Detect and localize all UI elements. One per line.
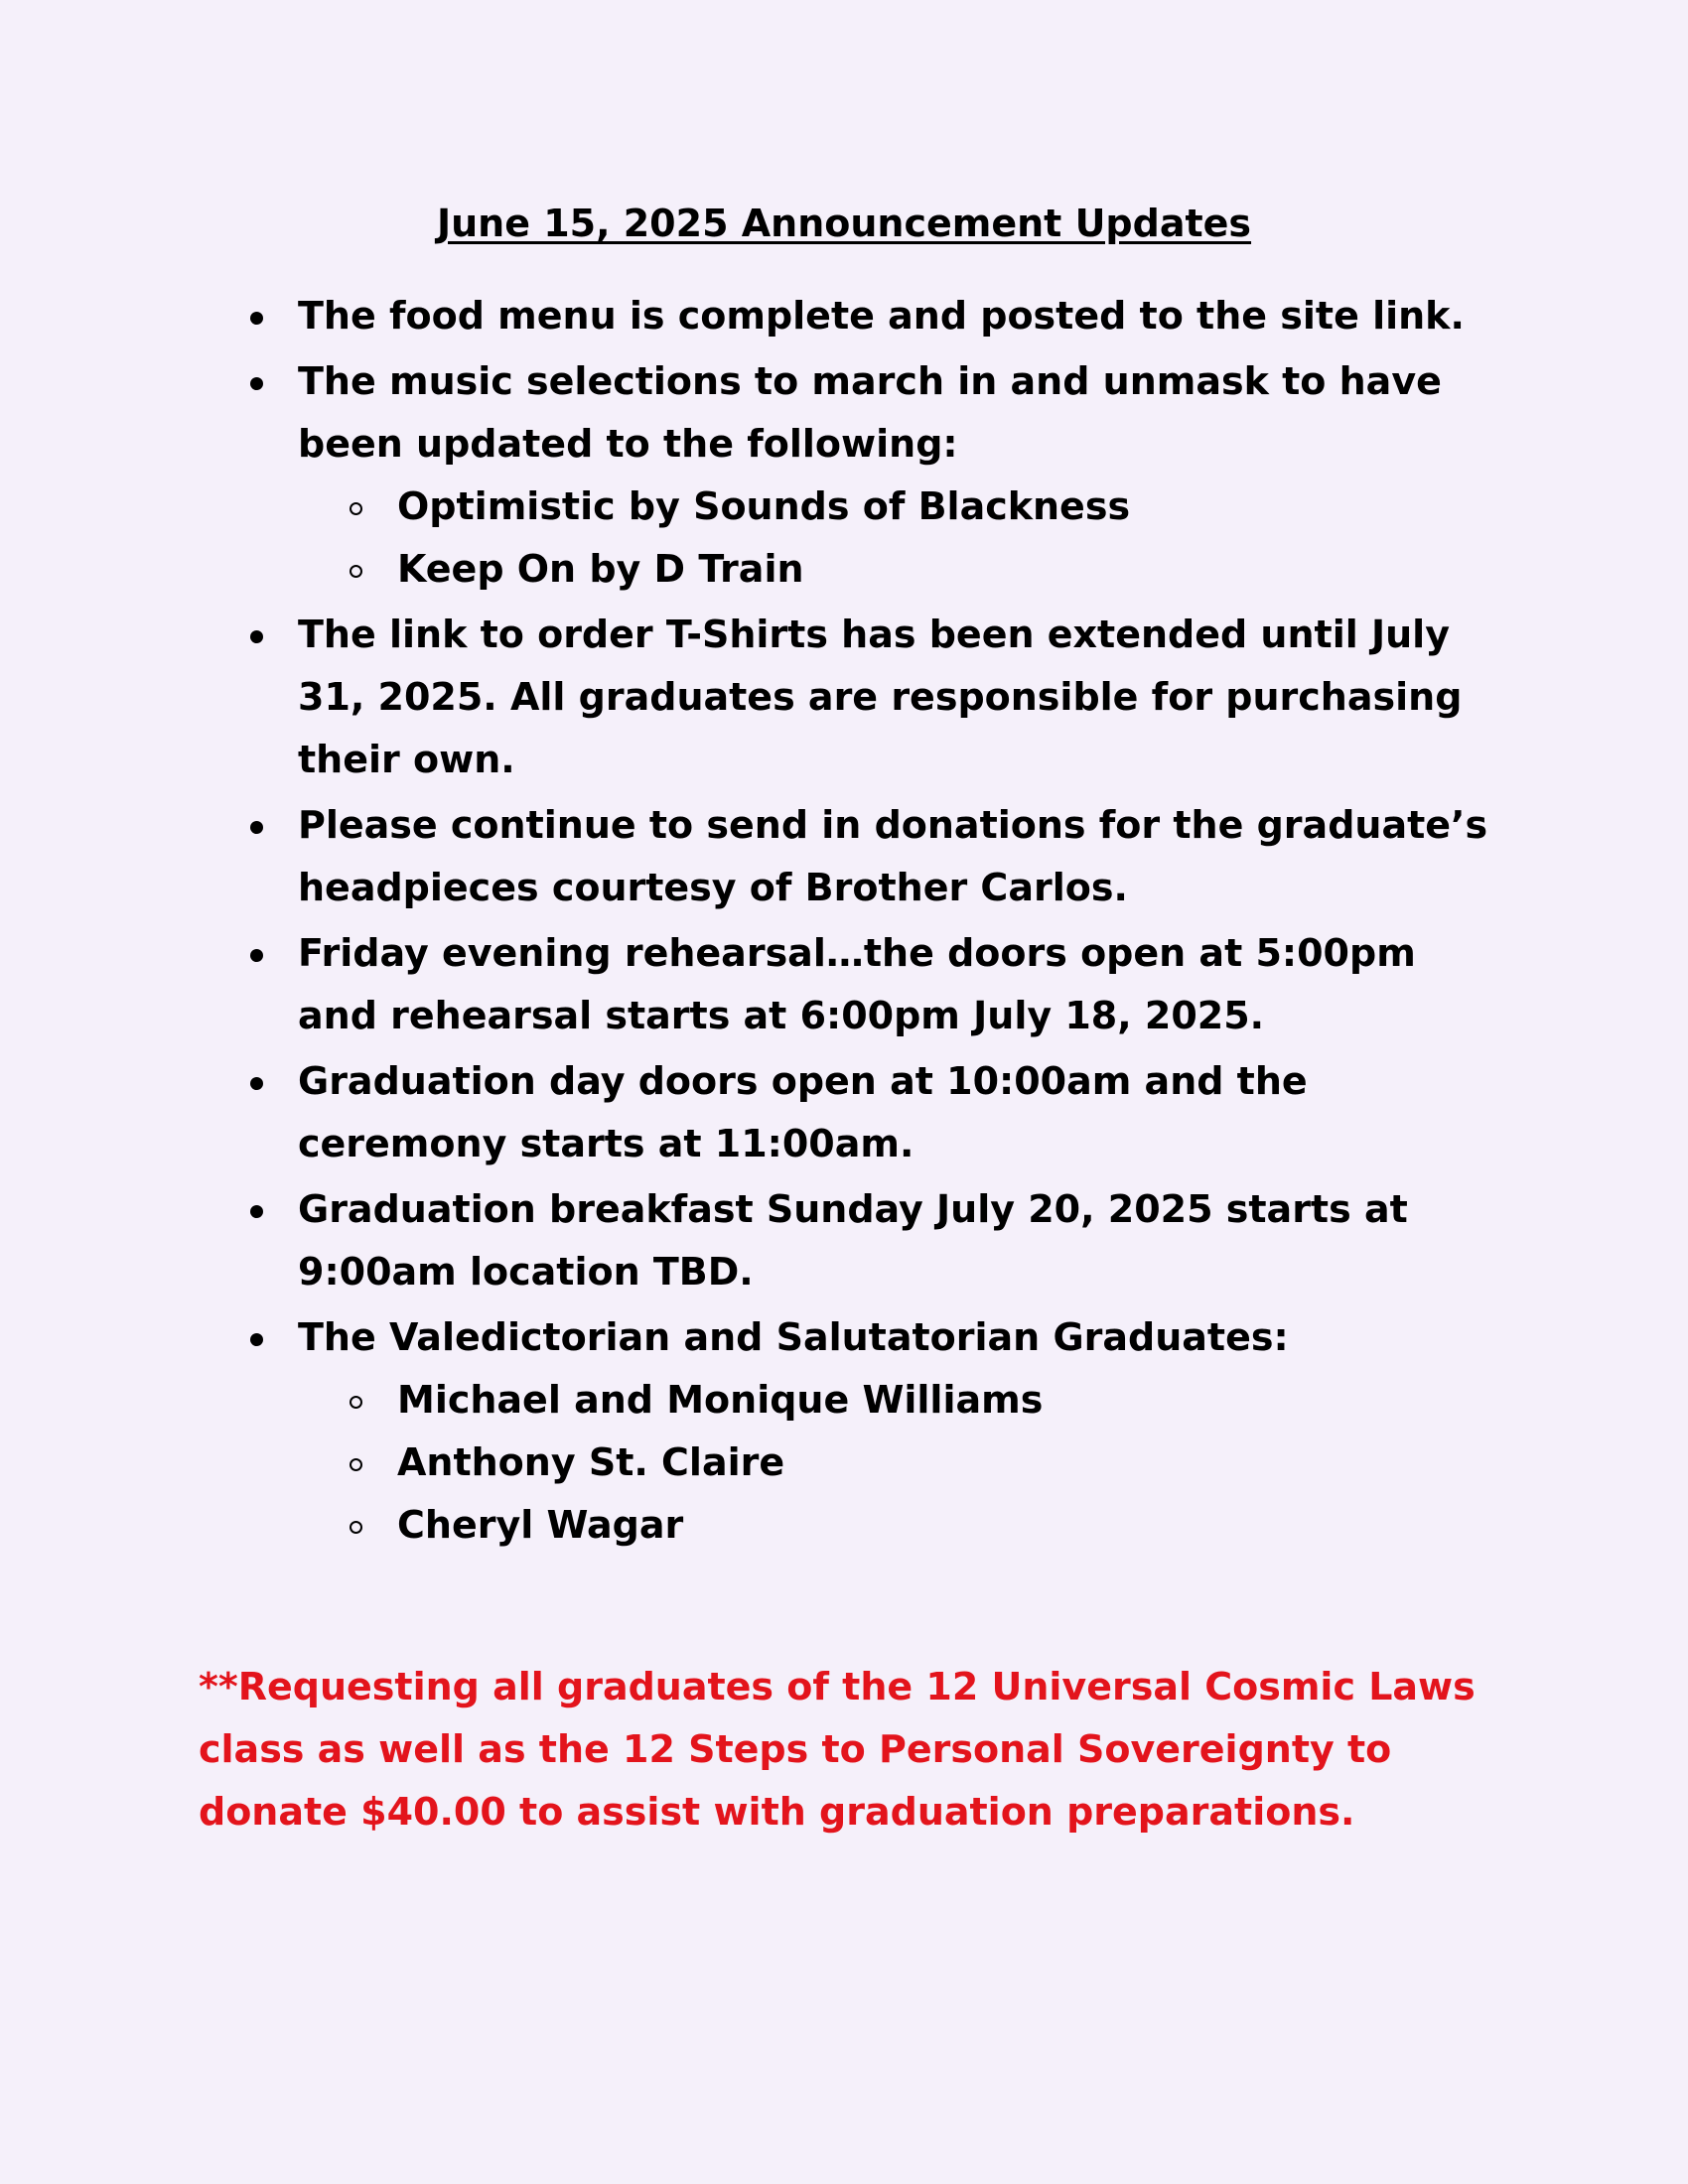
circle-bullet-icon — [350, 502, 362, 515]
bullet-icon — [250, 1333, 263, 1346]
sub-list-item — [298, 1369, 1489, 1432]
list-item — [298, 285, 1489, 347]
list-item — [298, 922, 1489, 1047]
list-item — [298, 1050, 1489, 1175]
sub-list-item-text: Optimistic by Sounds of Blackness — [397, 484, 1131, 528]
list-item-text: Graduation breakfast Sunday July 20, 2025 starts at 9:00am location TBD. — [298, 1187, 1408, 1294]
sub-list-item-text: Keep On by D Train — [397, 547, 804, 591]
bullet-icon — [250, 377, 263, 390]
list-item-text: The link to order T-Shirts has been extended until July 31, 2025. All graduates are responsible for purchasing their own. — [298, 613, 1463, 781]
sub-list-item — [298, 1494, 1489, 1557]
sub-list-item — [298, 538, 1489, 601]
list-item-text: Friday evening rehearsal…the doors open at 5:00pm and rehearsal starts at 6:00pm July 18, 2025. — [298, 931, 1416, 1037]
list-item — [298, 604, 1489, 791]
list-item-text: The food menu is complete and posted to the site link. — [298, 294, 1465, 338]
list-item-text: Please continue to send in donations for the graduate’s headpieces courtesy of Brother Carlos. — [298, 803, 1488, 909]
list-item — [298, 1306, 1489, 1557]
bullet-icon — [250, 1205, 263, 1218]
sub-list-item-text: Michael and Monique Williams — [397, 1378, 1044, 1422]
sub-list-item — [298, 1432, 1489, 1494]
list-item — [298, 350, 1489, 601]
list-item-text: The music selections to march in and unmask to have been updated to the following: — [298, 359, 1442, 466]
bullet-icon — [250, 949, 263, 962]
bullet-icon — [250, 312, 263, 325]
sub-list-item-text: Cheryl Wagar — [397, 1503, 684, 1547]
page-title: June 15, 2025 Announcement Updates — [436, 202, 1252, 245]
list-item-text: Graduation day doors open at 10:00am and the ceremony starts at 11:00am. — [298, 1059, 1308, 1165]
sub-list — [298, 476, 1489, 601]
bullet-icon — [250, 630, 263, 643]
list-item — [298, 1178, 1489, 1303]
list-item — [298, 794, 1489, 919]
sub-list — [298, 1369, 1489, 1557]
bullet-icon — [250, 1077, 263, 1090]
circle-bullet-icon — [350, 565, 362, 578]
list-item-text: The Valedictorian and Salutatorian Graduates: — [298, 1315, 1289, 1359]
circle-bullet-icon — [350, 1458, 362, 1471]
circle-bullet-icon — [350, 1521, 362, 1534]
donation-request-note: **Requesting all graduates of the 12 Universal Cosmic Laws class as well as the 12 Steps to Personal Sovereignty to donate $40.00 to assist with graduation preparations. — [199, 1665, 1476, 1834]
bullet-icon — [250, 821, 263, 834]
circle-bullet-icon — [350, 1396, 362, 1409]
sub-list-item-text: Anthony St. Claire — [397, 1440, 785, 1484]
announcement-list — [298, 285, 1489, 1560]
sub-list-item — [298, 476, 1489, 538]
